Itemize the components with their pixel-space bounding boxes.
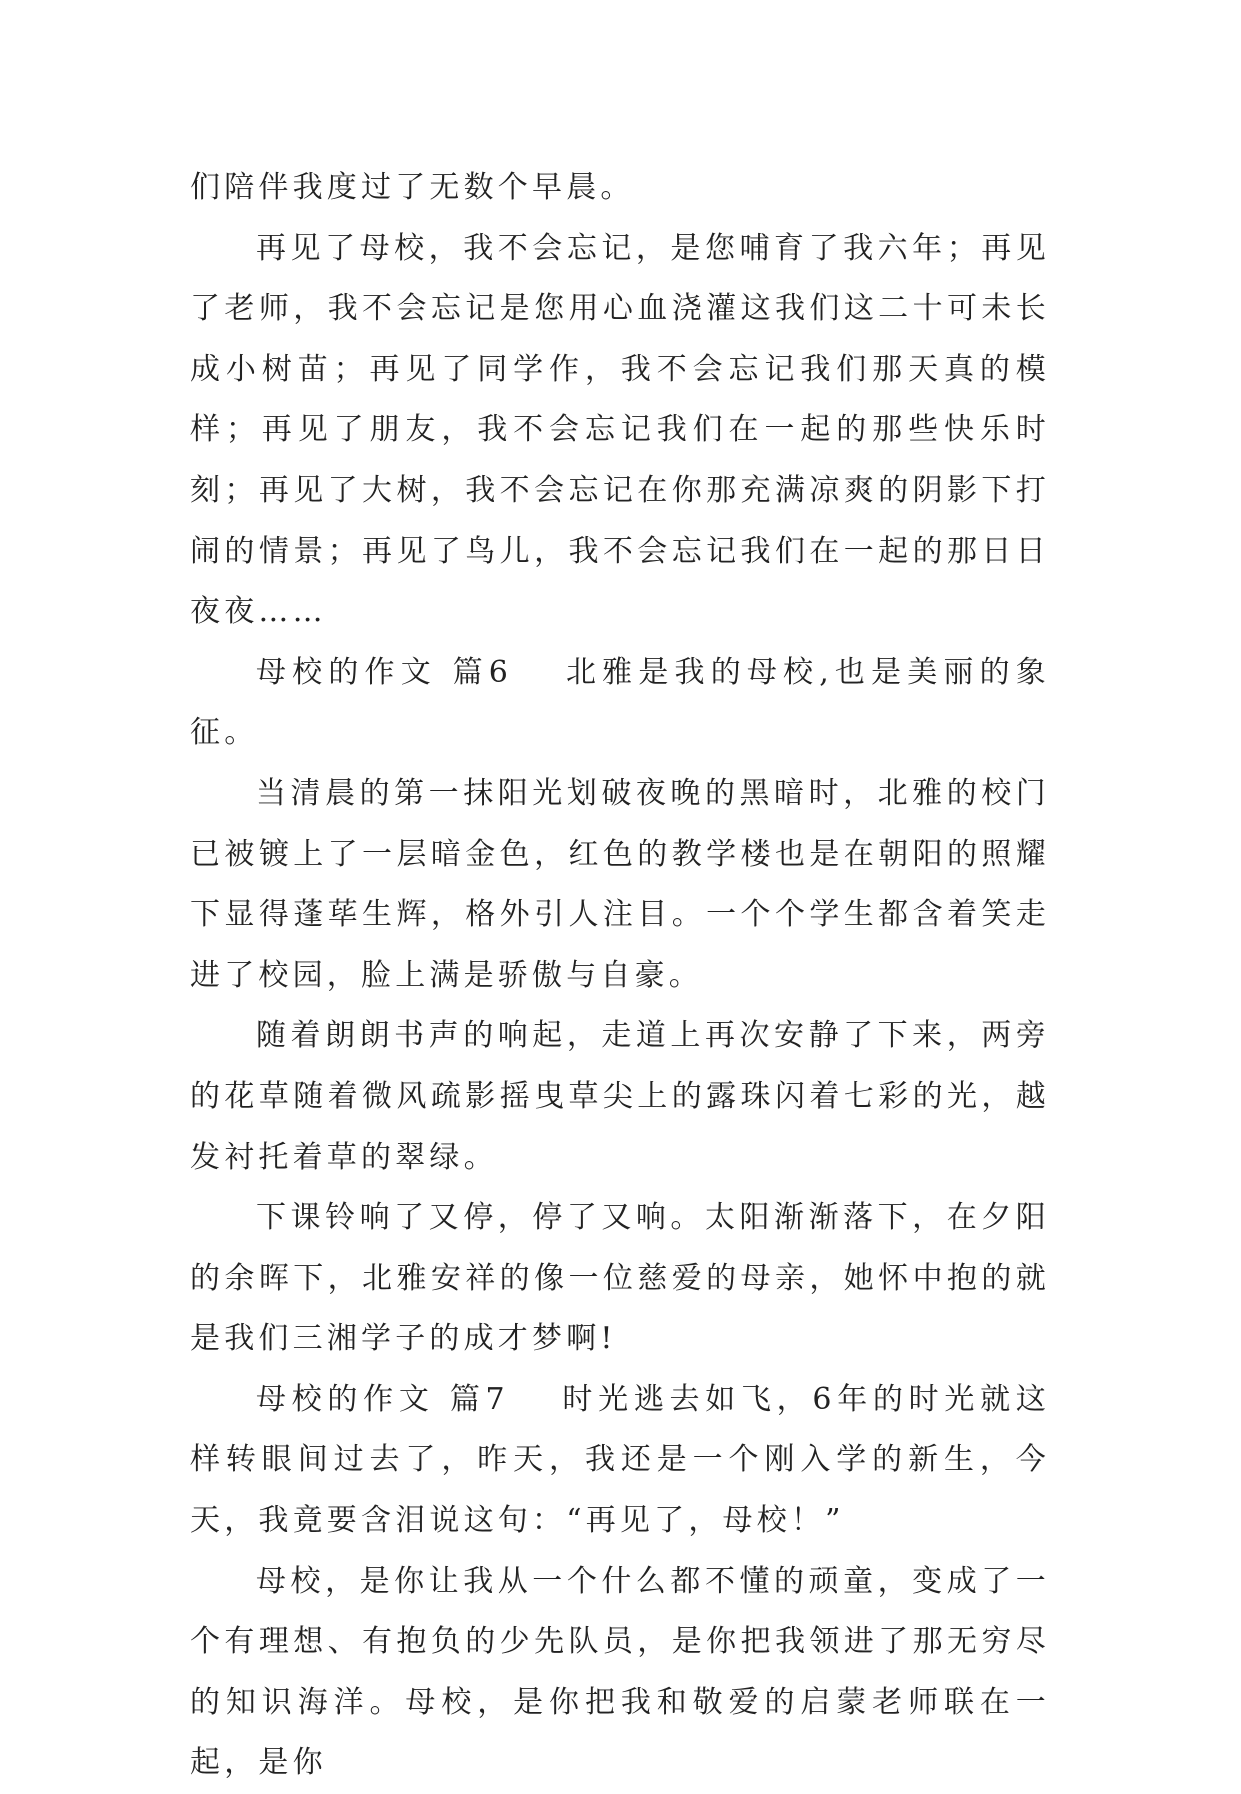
section-heading: 母校的作文 篇6	[256, 654, 513, 690]
paragraph: 们陪伴我度过了无数个早晨。	[190, 170, 635, 205]
paragraph: 母校，是你让我从一个什么都不懂的顽童，变成了一个有理想、有抱负的少先队员，是你把我领进了那无穷尽的知识海洋。母校，是你把我和敬爱的启蒙老师联在一起，是你	[190, 1563, 1050, 1781]
document-body	[190, 158, 1050, 1794]
paragraph: 当清晨的第一抹阳光划破夜晚的黑暗时，北雅的校门已被镀上了一层暗金色，红色的教学楼也是在朝阳的照耀下显得蓬荜生辉，格外引人注目。一个个学生都含着笑走进了校园，脸上满是骄傲与自豪。	[190, 775, 1050, 993]
section-heading: 母校的作文 篇7	[256, 1381, 509, 1417]
paragraph-text: 北雅是我的母校,也是美丽的象征。	[190, 654, 1050, 751]
paragraph: 随着朗朗书声的响起，走道上再次安静了下来，两旁的花草随着微风疏影摇曳草尖上的露珠闪着七彩的光，越发衬托着草的翠绿。	[190, 1018, 1050, 1175]
paragraph-text: 时光逃去如飞，6年的时光就这样转眼间过去了，昨天，我还是一个刚入学的新生，今天，我竟要含泪说这句：“再见了，母校！”	[190, 1381, 1050, 1539]
paragraph: 再见了母校，我不会忘记，是您哺育了我六年；再见了老师，我不会忘记是您用心血浇灌这我们这二十可未长成小树苗；再见了同学作，我不会忘记我们那天真的模样；再见了朋友，我不会忘记我们在一起的那些快乐时刻；再见了大树，我不会忘记在你那充满凉爽的阴影下打闹的情景；再见了鸟儿，我不会忘记我们在一起的那日日夜夜……	[190, 230, 1050, 630]
section-heading-paragraph	[190, 643, 1050, 764]
section-heading-paragraph	[190, 1370, 1050, 1552]
paragraph: 下课铃响了又停，停了又响。太阳渐渐落下，在夕阳的余晖下，北雅安祥的像一位慈爱的母亲，她怀中抱的就是我们三湘学子的成才梦啊!	[190, 1200, 1050, 1357]
